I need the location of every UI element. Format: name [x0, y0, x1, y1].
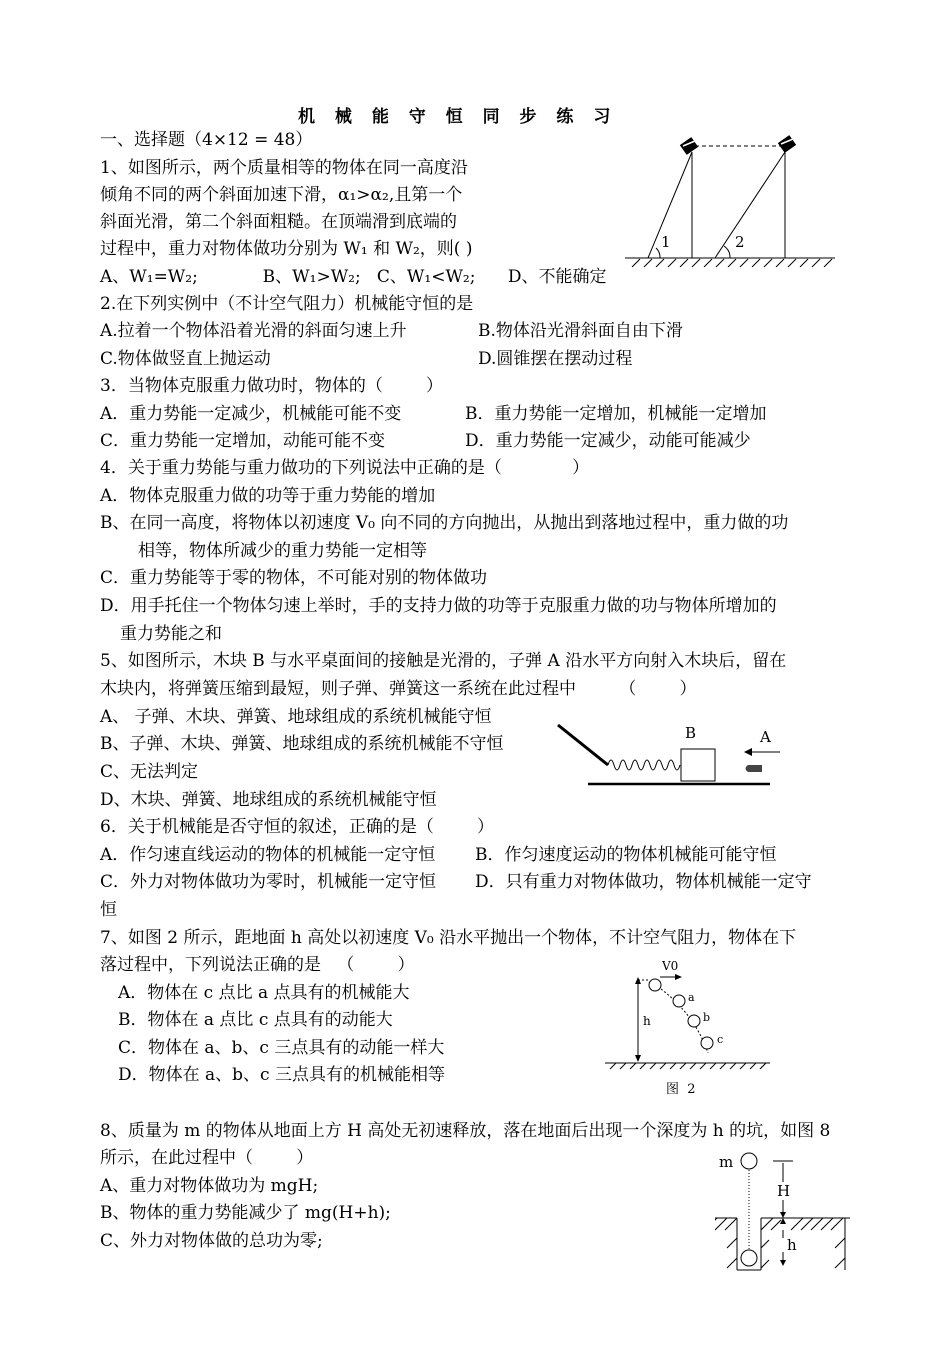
ball-start-icon	[649, 979, 661, 991]
arrow-left-icon	[744, 748, 752, 756]
q4-option-a: A．物体克服重力做的功等于重力势能的增加	[100, 486, 436, 506]
q6-stem: 6．关于机械能是否守恒的叙述，正确的是（ ）	[100, 817, 495, 837]
q1-line-3: 斜面光滑，第二个斜面粗糙。在顶端滑到底端的	[100, 212, 457, 232]
ball-a-icon	[673, 995, 685, 1007]
spring-block-figure	[550, 720, 780, 795]
q3-option-c: C．重力势能一定增加，动能可能不变	[100, 431, 386, 451]
q8-stem-line-2: 所示，在此过程中（ ）	[100, 1148, 314, 1168]
point-label-a: a	[688, 991, 695, 1004]
bullet-label-a: A	[760, 728, 771, 746]
mass-label-m: m	[719, 1153, 734, 1171]
incline-figure	[620, 130, 840, 275]
bullet-icon	[746, 765, 763, 772]
q2-option-d: D.圆锥摆在摆动过程	[478, 349, 633, 369]
q5-option-c: C、无法判定	[100, 762, 199, 782]
q4-option-d-line-2: 重力势能之和	[120, 624, 222, 644]
point-label-b: b	[703, 1011, 711, 1024]
block-b-icon	[681, 749, 715, 781]
point-label-c: c	[717, 1033, 724, 1046]
q6-option-a: A．作匀速直线运动的物体的机械能一定守恒	[100, 845, 436, 865]
q1-options: A、W₁=W₂; B、W₁>W₂; C、W₁<W₂; D、不能确定	[100, 267, 607, 287]
q3-stem: 3．当物体克服重力做功时，物体的（ ）	[100, 376, 444, 396]
object-top-icon	[741, 1153, 757, 1169]
q7-option-b: B．物体在 a 点比 c 点具有的动能大	[118, 1010, 393, 1030]
q4-stem: 4．关于重力势能与重力做功的下列说法中正确的是（ ）	[100, 458, 590, 478]
section-heading: 一、选择题（4×12 = 48）	[100, 130, 313, 150]
v0-label: V0	[662, 959, 679, 973]
q8-option-a: A、重力对物体做功为 mgH;	[100, 1176, 319, 1196]
q5-stem-line-2: 木块内，将弹簧压缩到最短，则子弹、弹簧这一系统在此过程中 （ ）	[100, 679, 697, 699]
q7-stem-line-1: 7、如图 2 所示，距地面 h 高处以初速度 V₀ 沿水平抛出一个物体，不计空气阻力，物体在下	[100, 928, 797, 948]
q6-option-c: C．外力对物体做功为零时，机械能一定守恒	[100, 872, 437, 892]
q3-option-a: A．重力势能一定减少，机械能可能不变	[100, 404, 402, 424]
q7-option-c: C．物体在 a、b、c 三点具有的动能一样大	[118, 1038, 445, 1058]
pit-depth-label: h	[787, 1236, 797, 1254]
q3-option-b: B．重力势能一定增加，机械能一定增加	[465, 404, 767, 424]
q7-option-a: A．物体在 c 点比 a 点具有的机械能大	[118, 983, 410, 1003]
q2-option-a: A.拉着一个物体沿着光滑的斜面匀速上升	[100, 321, 407, 341]
page-title: 机 械 能 守 恒 同 步 练 习	[298, 107, 618, 127]
q4-option-d-line-1: D．用手托住一个物体匀速上举时，手的支持力做的功等于克服重力做的功与物体所增加的	[100, 596, 777, 616]
right-block-icon	[778, 135, 796, 153]
q7-stem-line-2: 落过程中，下列说法正确的是 （ ）	[100, 955, 415, 975]
q8-option-c: C、外力对物体做的总功为零;	[100, 1231, 323, 1251]
q4-option-b-line-1: B、在同一高度，将物体以初速度 V₀ 向不同的方向抛出，从抛出到落地过程中，重力做的功	[100, 513, 789, 533]
height-label-h: h	[643, 1014, 651, 1028]
drop-height-label: H	[777, 1182, 791, 1200]
projectile-figure	[600, 955, 780, 1100]
q6-option-b: B．作匀速度运动的物体机械能可能守恒	[475, 845, 777, 865]
object-bottom-icon	[741, 1250, 757, 1266]
q5-stem-line-1: 5、如图所示，木块 B 与水平桌面间的接触是光滑的，子弹 A 沿水平方向射入木块后，留在	[100, 651, 787, 671]
figure-2-caption: 图 2	[666, 1082, 696, 1097]
q5-option-a: A、 子弹、木块、弹簧、地球组成的系统机械能守恒	[100, 707, 492, 727]
q5-option-d: D、木块、弹簧、地球组成的系统机械能守恒	[100, 790, 437, 810]
q6-option-d-cont: 恒	[100, 900, 117, 920]
q2-stem: 2.在下列实例中（不计空气阻力）机械能守恒的是	[100, 294, 474, 314]
q4-option-b-line-2: 相等，物体所减少的重力势能一定相等	[138, 541, 427, 561]
q1-line-1: 1、如图所示，两个质量相等的物体在同一高度沿	[100, 158, 468, 178]
block-label-b: B	[685, 724, 697, 742]
q8-option-b: B、物体的重力势能减少了 mg(H+h);	[100, 1203, 391, 1223]
incline-label-2: 2	[735, 233, 745, 251]
q8-stem-line-1: 8、质量为 m 的物体从地面上方 H 高处无初速释放，落在地面后出现一个深度为 h 的坑，如图 8	[100, 1121, 831, 1141]
spring-icon	[608, 760, 680, 770]
q1-line-4: 过程中，重力对物体做功分别为 W₁ 和 W₂，则( )	[100, 239, 473, 259]
ball-c-icon	[701, 1037, 713, 1049]
q6-option-d: D．只有重力对物体做功，物体机械能一定守	[475, 872, 812, 892]
ball-b-icon	[688, 1015, 700, 1027]
q2-option-c: C.物体做竖直上抛运动	[100, 349, 271, 369]
q3-option-d: D．重力势能一定减少，动能可能减少	[465, 431, 751, 451]
q5-option-b: B、子弹、木块、弹簧、地球组成的系统机械能不守恒	[100, 734, 504, 754]
left-block-icon	[680, 137, 698, 155]
q2-option-b: B.物体沿光滑斜面自由下滑	[478, 321, 683, 341]
q1-line-2: 倾角不同的两个斜面加速下滑，α₁>α₂,且第一个	[100, 185, 463, 205]
pit-figure	[715, 1148, 860, 1273]
incline-label-1: 1	[661, 233, 671, 251]
q4-option-c: C．重力势能等于零的物体，不可能对别的物体做功	[100, 568, 488, 588]
q7-option-d: D．物体在 a、b、c 三点具有的机械能相等	[118, 1065, 445, 1085]
